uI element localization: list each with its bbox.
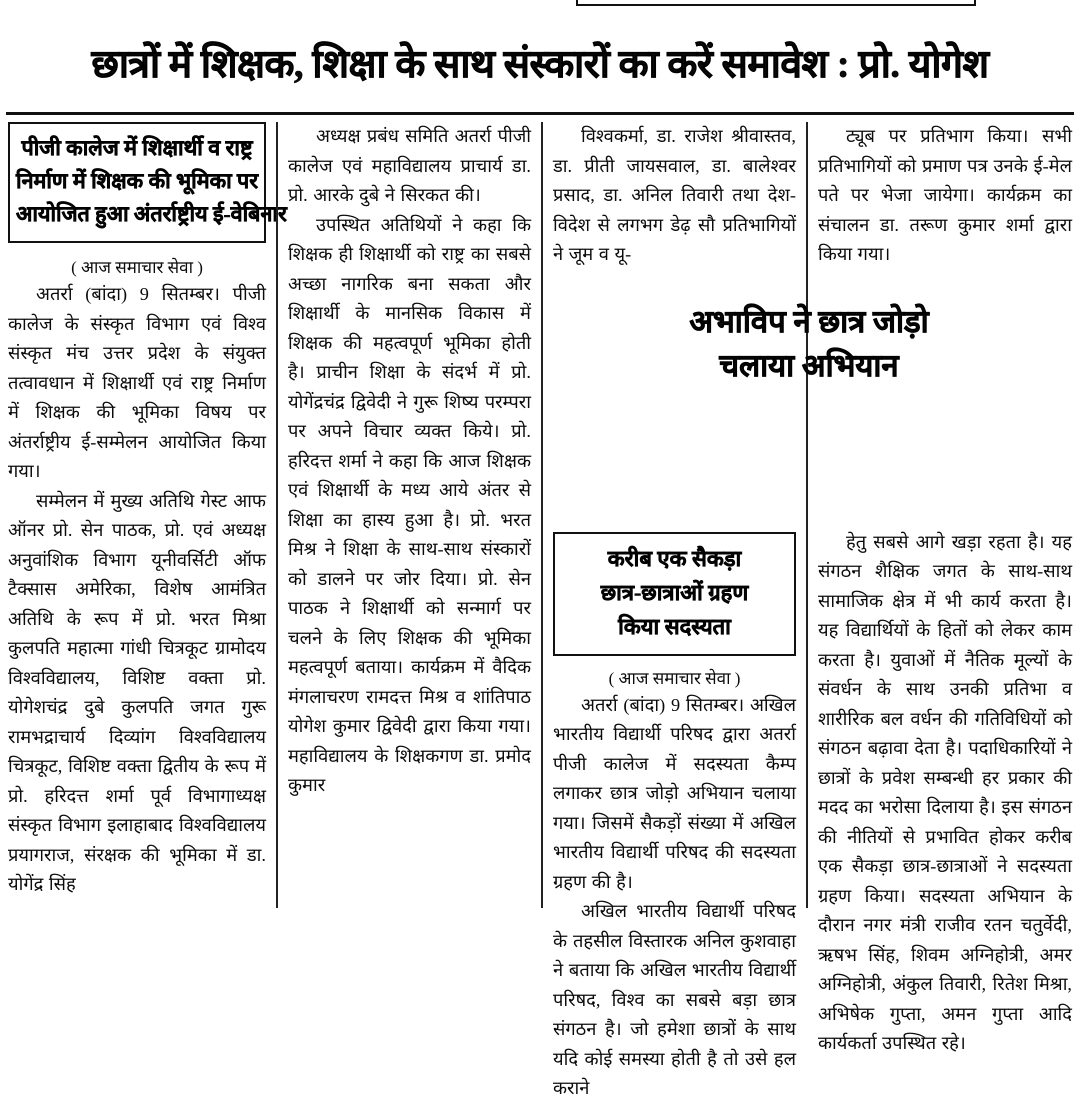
paragraph: अतर्रा (बांदा) 9 सितम्बर। अखिल भारतीय विद्यार्थी परिषद द्वारा अतर्रा पीजी कालेज में सदस्यता कैम्प लगाकर छात्र जोड़ो अभियान चलाया गया। जिसमें सैकड़ों संख्या में अखिल भारतीय विद्यार्थी परिषद की सदस्यता ग्रहण की है।: [553, 694, 796, 892]
box-headline-line-3: किया सदस्यता: [618, 613, 731, 639]
second-story-byline: ( आज समाचार सेवा ): [608, 668, 741, 688]
paragraph: ट्यूब पर प्रतिभाग किया। सभी प्रतिभागियों को प्रमाण पत्र उनके ई-मेल पते पर भेजा जायेगा। कार्यक्रम का संचालन डा. तरूण कुमार शर्मा द्वारा किया गया।: [818, 126, 1072, 264]
sub-headline-box: [8, 122, 287, 243]
second-headline-line-1: अभाविप ने छात्र जोड़ो: [689, 304, 929, 339]
column-2: [276, 122, 541, 908]
page-title: छात्रों में शिक्षक, शिक्षा के साथ संस्कारों का करें समावेश : प्रो. योगेश: [91, 43, 989, 86]
byline: ( आज समाचार सेवा ): [71, 258, 203, 277]
column-3: [541, 122, 806, 1098]
top-box-fragment: [576, 0, 976, 6]
paragraph: अखिल भारतीय विद्यार्थी परिषद के तहसील विस्तारक अनिल कुशवाहा ने बताया कि अखिल भारतीय विद्यार्थी परिषद, विश्व का सबसे बड़ा छात्र संगठन है। जो हमेशा छात्रों के साथ यदि कोई समस्या होती है तो उसे हल कराने: [553, 901, 796, 1098]
second-story-headline: [546, 286, 1072, 398]
sub-headline-line-1: पीजी कालेज में शिक्षार्थी व राष्ट्र: [21, 136, 253, 160]
paragraph: सम्मेलन में मुख्य अतिथि गेस्ट आफ ऑनर प्रो. सेन पाठक, प्रो. एवं अध्यक्ष अनुवांशिक विभाग यूनीवर्सिटी ऑफ टैक्सास अमेरिका, विशेष आमंत्रित अतिथि के रूप में प्रो. भरत मिश्रा कुलपति महात्मा गांधी चित्रकूट ग्रामोदय विश्वविद्यालय, विशिष्ट वक्ता प्रो. योगेशचंद्र दुबे कुलपति जगत गुरू रामभद्राचार्य दिव्यांग विश्वविद्यालय चित्रकूट, विशिष्ट वक्ता द्वितीय के रूप में प्रो. हरिदत्त शर्मा पूर्व विभागाध्यक्ष संस्कृत विभाग इलाहाबाद विश्वविद्यालय प्रयागराज, संरक्षक की भूमिका में डा. योगेंद्र सिंह: [8, 490, 266, 894]
article-columns: [8, 122, 1072, 1098]
sub-headline-line-3: आयोजित हुआ अंतर्राष्ट्रीय ई-वेबिनार: [16, 202, 287, 226]
second-story-box-headline: [553, 532, 796, 656]
headline-divider: [6, 112, 1074, 115]
paragraph: उपस्थित अतिथियों ने कहा कि शिक्षक ही शिक्षार्थी को राष्ट्र का सबसे अच्छा नागरिक बना सकता और शिक्षार्थी के मानसिक विकास में शिक्षक की महत्वपूर्ण भूमिका होती है। प्राचीन शिक्षा के संदर्भ में प्रो. योगेंद्रचंद्र द्विवेदी ने गुरू शिष्य परम्परा पर अपने विचार व्यक्त किये। प्रो. हरिदत्त शर्मा ने कहा कि आज शिक्षक एवं शिक्षार्थी के मध्य आये अंतर से शिक्षा का हास्य हुआ है। प्रो. भरत मिश्र ने शिक्षा के साथ-साथ संस्कारों को डालने पर जोर दिया। प्रो. सेन पाठक ने शिक्षार्थी को सन्मार्ग पर चलने के लिए शिक्षक की भूमिका महत्वपूर्ण बताया। कार्यक्रम में वैदिक मंगलाचरण रामदत्त मिश्र व शांतिपाठ योगेश कुमार द्विवेदी द्वारा किया गया। महाविद्यालय के शिक्षकगण डा. प्रमोद कुमार: [288, 214, 531, 795]
second-headline-line-2: चलाया अभियान: [719, 348, 899, 383]
second-story-headline-text: [546, 300, 1072, 388]
paragraph: अतर्रा (बांदा) 9 सितम्बर। पीजी कालेज के संस्कृत विभाग एवं विश्व संस्कृत मंच उत्तर प्रदेश के संयुक्त तत्वावधान में शिक्षार्थी एवं राष्ट्र निर्माण में शिक्षक की भूमिका विषय पर अंतर्राष्ट्रीय ई-सम्मेलन आयोजित किया गया।: [8, 284, 266, 481]
paragraph: अध्यक्ष प्रबंध समिति अतर्रा पीजी कालेज एवं महाविद्यालय प्राचार्य डा. प्रो. आरके दुबे ने सिरकत की।: [288, 126, 531, 205]
paragraph: विश्वकर्मा, डा. राजेश श्रीवास्तव, डा. प्रीती जायसवाल, डा. बालेश्वर प्रसाद, डा. अनिल तिवारी तथा देश-विदेश से लगभग डेढ़ सौ प्रतिभागियों ने जूम व यू-: [553, 126, 796, 264]
column-4: [806, 122, 1072, 1053]
column-1: [8, 122, 287, 908]
box-headline-line-1: करीब एक सैकड़ा: [607, 545, 742, 571]
box-headline-line-2: छात्र-छात्राओं ग्रहण: [600, 579, 749, 605]
sub-headline-line-2: निर्माण में शिक्षक की भूमिका पर: [16, 169, 259, 193]
paragraph: हेतु सबसे आगे खड़ा रहता है। यह संगठन शैक्षिक जगत के साथ-साथ सामाजिक क्षेत्र में भी कार्य करता है। यह विद्यार्थियों के हितों को लेकर काम करता है। युवाओं में नैतिक मूल्यों के संवर्धन के साथ उनकी प्रतिभा व शारीरिक बल वर्धन की गतिविधियों को संगठन बढ़ावा देता है। पदाधिकारियों ने छात्रों के प्रवेश सम्बन्धी हर प्रकार की मदद का भरोसा दिलाया है। इस संगठन की नीतियों से प्रभावित होकर करीब एक सैकड़ा छात्र-छात्राओं ने सदस्यता ग्रहण किया। सदस्यता अभियान के दौरान नगर मंत्री राजीव रतन चतुर्वेदी, ऋषभ सिंह, शिवम अग्निहोत्री, अमर अग्निहोत्री, अंकुल तिवारी, रितेश मिश्रा, अभिषेक गुप्ता, अमन गुप्ता आदि कार्यकर्ता उपस्थित रहे।: [818, 531, 1072, 1053]
